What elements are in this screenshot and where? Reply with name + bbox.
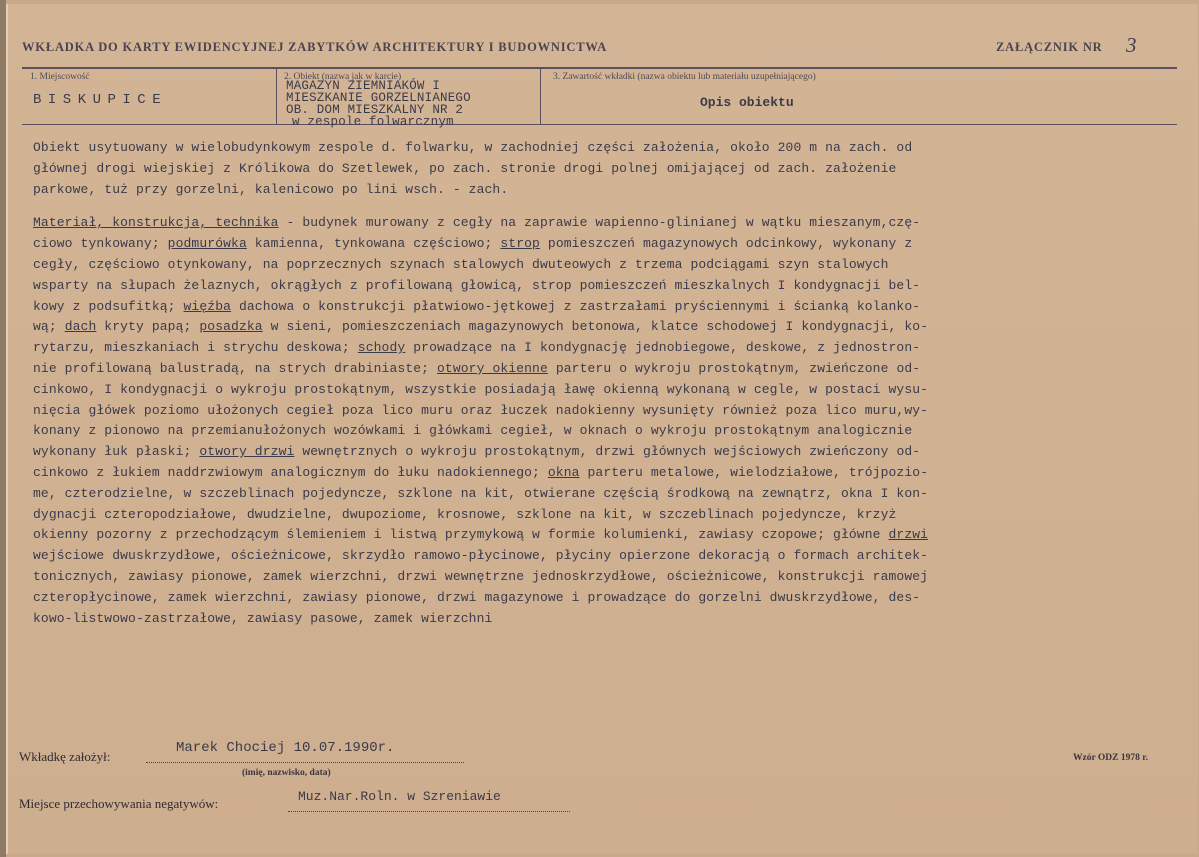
text-segment: dachowa o konstrukcji płatwiowo-jętkowej z zastrzałami pryściennymi i ścianką kolanko- bbox=[231, 298, 921, 314]
annex-number: 3 bbox=[1126, 33, 1137, 57]
text-line bbox=[33, 505, 928, 526]
object-line: MIESZKANIE GORZELNIANEGO bbox=[286, 91, 471, 105]
text-segment: kowy z podsufitką; bbox=[33, 298, 184, 314]
fields-bottom-rule bbox=[22, 124, 1177, 125]
text-line bbox=[33, 255, 928, 276]
description-text bbox=[33, 138, 928, 629]
text-line bbox=[33, 463, 928, 484]
underlined-term: dach bbox=[64, 319, 97, 335]
object-line: w zespole folwarcznym bbox=[292, 115, 454, 129]
object-line: MAGAZYN ZIEMNIAKÓW I bbox=[286, 79, 441, 93]
negatives-value: Muz.Nar.Roln. w Szreniawie bbox=[298, 789, 501, 804]
underlined-term: schody bbox=[357, 340, 406, 356]
text-line bbox=[33, 588, 928, 609]
text-line bbox=[33, 276, 928, 297]
intro-paragraph bbox=[33, 138, 928, 200]
text-segment: cinkowo, I kondygnacji o wykroju prostokątnym, wszystkie posiadają ławę okienną wykonaną w cegle, w postaci wysu- bbox=[33, 381, 929, 397]
form-pattern: Wzór ODZ 1978 r. bbox=[1073, 753, 1148, 763]
text-line bbox=[33, 421, 928, 442]
text-line bbox=[33, 338, 928, 359]
underlined-term: więźba bbox=[183, 298, 232, 314]
underlined-term: okna bbox=[547, 464, 580, 480]
underlined-term: drzwi bbox=[888, 527, 929, 543]
text-segment: wsparty na słupach żelaznych, okrągłych z profilowaną głowicą, strop pomieszczeń mieszkalnych I kondygnacji bel- bbox=[33, 277, 921, 293]
text-segment: parteru metalowe, wielodziałowe, trójpozio- bbox=[579, 464, 929, 480]
author-value: Marek Chociej 10.07.1990r. bbox=[176, 740, 395, 756]
underlined-term: otwory okienne bbox=[437, 360, 548, 376]
text-segment: - budynek murowany z cegły na zaprawie wapienno-glinianej w wątku mieszanym,czę- bbox=[278, 215, 921, 231]
text-segment: dygnacji czteropodziałowe, dwudzielne, dwupoziome, krosnowe, szklone na kit, w szczeblinach pojedyncze, krzyż bbox=[33, 506, 897, 522]
text-line: Obiekt usytuowany w wielobudynkowym zespole d. folwarku, w zachodniej części założenia, około 200 m na zach. od bbox=[33, 140, 913, 155]
text-line bbox=[33, 567, 928, 588]
text-segment: cinkowo z łukiem naddrzwiowym analogicznym do łuku nadokiennego; bbox=[33, 464, 548, 480]
text-segment: wejściowe dwuskrzydłowe, ościeżnicowe, skrzydło ramowo-płycinowe, płyciny opierzone dekoracją o formach architek- bbox=[33, 548, 929, 564]
underlined-term: otwory drzwi bbox=[199, 444, 295, 460]
field-divider-2 bbox=[540, 67, 541, 125]
text-line bbox=[33, 317, 928, 338]
text-segment: rytarzu, mieszkaniach i strychu deskowa; bbox=[33, 340, 358, 356]
underlined-term: posadzka bbox=[199, 319, 263, 335]
text-segment: tonicznych, zawiasy pionowe, zamek wierzchni, drzwi wewnętrzne jednoskrzydłowe, ościeżnicowe, konstrukcji ramowej bbox=[33, 568, 929, 584]
author-caption: (imię, nazwisko, data) bbox=[242, 768, 331, 778]
text-line bbox=[33, 213, 928, 234]
text-line bbox=[33, 609, 928, 630]
description-paragraph bbox=[33, 213, 928, 629]
text-line bbox=[33, 401, 928, 422]
text-line bbox=[33, 442, 928, 463]
text-segment: wą; bbox=[33, 319, 65, 335]
object-label: 2. Obiekt (nazwa jak w karcie) bbox=[284, 72, 402, 82]
text-segment: prowadzące na I kondygnację jednobiegowe, deskowe, z jednostron- bbox=[405, 340, 921, 356]
author-dotted-line bbox=[146, 762, 464, 763]
negatives-dotted-line bbox=[288, 811, 570, 812]
underlined-term: strop bbox=[500, 236, 540, 252]
header-rule bbox=[22, 67, 1177, 69]
contents-label: 3. Zawartość wkładki (nazwa obiektu lub materiału uzupełniającego) bbox=[553, 72, 816, 82]
text-line bbox=[33, 234, 928, 255]
text-segment: wewnętrznych o wykroju prostokątnym, drzwi głównych wejściowych zwieńczony od- bbox=[294, 444, 921, 460]
text-line: głównej drogi wiejskiej z Królikowa do Szetlewek, po zach. stronie drogi polnej omijającej od zach. założenie bbox=[33, 160, 897, 176]
field-divider-1 bbox=[276, 67, 277, 125]
text-segment: parteru o wykroju prostokątnym, zwieńczone od- bbox=[547, 360, 921, 376]
underlined-term: podmurówka bbox=[167, 236, 247, 252]
text-segment: kowo-listwowo-zastrzałowe, zawiasy pasowe, zamek wierzchni bbox=[33, 610, 493, 626]
text-segment: w sieni, pomieszczeniach magazynowych betonowa, klatce schodowej I kondygnacji, ko- bbox=[262, 319, 929, 335]
text-line bbox=[33, 297, 928, 318]
text-segment: wykonany łuk płaski; bbox=[33, 444, 200, 460]
text-segment: kryty papą; bbox=[96, 319, 200, 335]
text-segment: pomieszczeń magazynowych odcinkowy, wykonany z bbox=[539, 236, 913, 252]
text-line: parkowe, tuż przy gorzelni, kalenicowo po lini wsch. - zach. bbox=[33, 181, 509, 197]
author-label: Wkładkę założył: bbox=[19, 749, 111, 764]
text-line bbox=[33, 484, 928, 505]
annex-label: ZAŁĄCZNIK NR bbox=[996, 40, 1103, 54]
text-segment: czteropłycinowe, zamek wierzchni, zawiasy pionowe, drzwi magazynowe i prowadzące do gorzelni dwuskrzydłowe, des- bbox=[33, 589, 921, 605]
locality-label: 1. Miejscowość bbox=[30, 72, 90, 82]
text-line bbox=[33, 525, 928, 546]
text-segment: kamienna, tynkowana częściowo; bbox=[246, 236, 501, 252]
text-segment: ciowo tynkowany; bbox=[33, 236, 168, 252]
text-line bbox=[33, 359, 928, 380]
locality-value: BISKUPICE bbox=[33, 92, 168, 108]
text-segment: nięcia główek poziomo ułożonych cegieł poza lico muru oraz łuczek nadokienny wysunięty również poza lico muru,wy- bbox=[33, 402, 929, 418]
text-segment: okienny pozorny z przechodzącym ślemieniem i listwą przymykową w formie kolumienki, zawiasy czopowe; główne bbox=[33, 527, 889, 543]
contents-value: Opis obiektu bbox=[700, 95, 794, 110]
underlined-term: Materiał, konstrukcja, technika bbox=[33, 215, 279, 231]
text-line bbox=[33, 546, 928, 567]
text-segment: me, czterodzielne, w szczeblinach pojedyncze, szklone na kit, otwierane częścią środkową na zewnątrz, okna I kon- bbox=[33, 485, 929, 501]
text-segment: cegły, częściowo otynkowany, na poprzecznych szynach stalowych dwuteowych z trzema podciągami szyn stalowych bbox=[33, 256, 889, 272]
text-segment: konany z pionowo na przemianułożonych wozówkami i główkami cegieł, w oknach o wykroju prostokątnym analogicznie bbox=[33, 423, 913, 439]
document-title: WKŁADKA DO KARTY EWIDENCYJNEJ ZABYTKÓW ARCHITEKTURY I BUDOWNICTWA bbox=[22, 40, 608, 54]
negatives-label: Miejsce przechowywania negatywów: bbox=[19, 796, 219, 811]
text-segment: nie profilowaną balustradą, na strych drabiniaste; bbox=[33, 360, 437, 376]
text-line bbox=[33, 380, 928, 401]
object-line: OB. DOM MIESZKALNY NR 2 bbox=[286, 103, 464, 117]
